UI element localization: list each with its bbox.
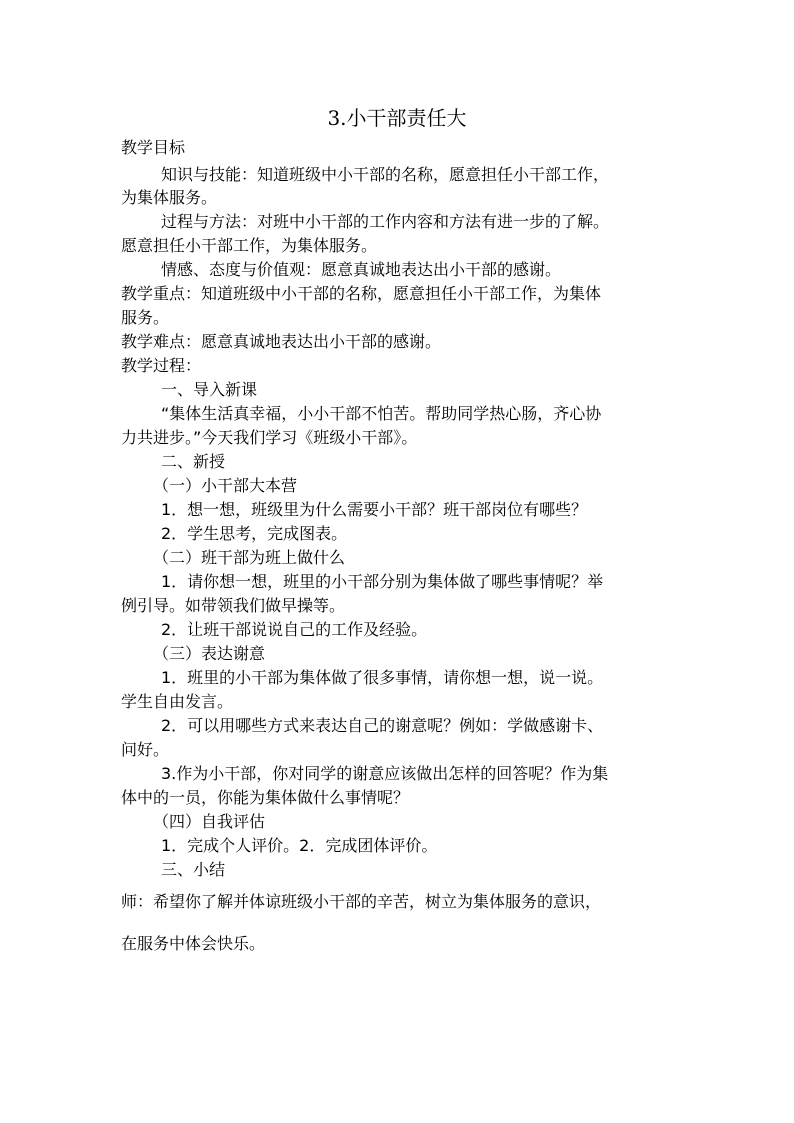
- sub-subsection-heading: （三）表达谢意: [153, 644, 266, 663]
- subsection-heading: 二、新授: [161, 452, 226, 471]
- paragraph-line: 学生自由发言。: [121, 692, 234, 711]
- paragraph-line: 愿意担任小干部工作，为集体服务。: [121, 236, 378, 255]
- section-heading-objectives: 教学目标: [121, 138, 186, 157]
- list-item: 1．班里的小干部为集体做了很多事情，请你想一想，说一说。: [161, 668, 604, 687]
- sub-subsection-heading: （一）小干部大本营: [153, 476, 298, 495]
- paragraph-line: 体中的一员，你能为集体做什么事情呢？: [121, 788, 410, 807]
- section-heading-process: 教学过程：: [121, 356, 202, 375]
- list-item: 3.作为小干部，你对同学的谢意应该做出怎样的回答呢？作为集: [161, 764, 609, 783]
- list-item: 2．可以用哪些方式来表达自己的谢意呢？例如：学做感谢卡、: [161, 716, 604, 735]
- paragraph-line: 过程与方法：对班中小干部的工作内容和方法有进一步的了解。: [161, 212, 610, 231]
- document-title: 3.小干部责任大: [327, 106, 467, 130]
- paragraph-line: 为集体服务。: [121, 188, 218, 207]
- subsection-heading: 三、小结: [161, 860, 226, 879]
- difficulties-line: 教学难点：愿意真诚地表达出小干部的感谢。: [121, 332, 442, 351]
- summary-line: 师：希望你了解并体谅班级小干部的辛苦，树立为集体服务的意识，: [121, 892, 602, 911]
- list-item: 2．学生思考，完成图表。: [161, 524, 348, 543]
- sub-subsection-heading: （四）自我评估: [153, 812, 266, 831]
- paragraph-line: “集体生活真幸福，小小干部不怕苦。帮助同学热心肠，齐心协: [161, 404, 602, 423]
- list-item: 1．完成个人评价。2．完成团体评价。: [161, 836, 438, 855]
- sub-subsection-heading: （二）班干部为班上做什么: [153, 548, 346, 567]
- paragraph-line: 力共进步。”今天我们学习《班级小干部》。: [121, 428, 418, 447]
- subsection-heading: 一、导入新课: [161, 380, 258, 399]
- summary-line: 在服务中体会快乐。: [121, 934, 266, 953]
- paragraph-line: 服务。: [121, 308, 170, 327]
- list-item: 1．想一想，班级里为什么需要小干部？班干部岗位有哪些？: [161, 500, 588, 519]
- list-item: 2．让班干部说说自己的工作及经验。: [161, 620, 428, 639]
- paragraph-line: 知识与技能：知道班级中小干部的名称，愿意担任小干部工作，: [161, 165, 610, 184]
- paragraph-line: 问好。: [121, 740, 170, 759]
- paragraph-line: 情感、态度与价值观：愿意真诚地表达出小干部的感谢。: [161, 260, 562, 279]
- paragraph-line: 例引导。如带领我们做早操等。: [121, 596, 346, 615]
- key-points-line: 教学重点：知道班级中小干部的名称，愿意担任小干部工作，为集体: [121, 284, 602, 303]
- list-item: 1．请你想一想，班里的小干部分别为集体做了哪些事情呢？举: [161, 572, 604, 591]
